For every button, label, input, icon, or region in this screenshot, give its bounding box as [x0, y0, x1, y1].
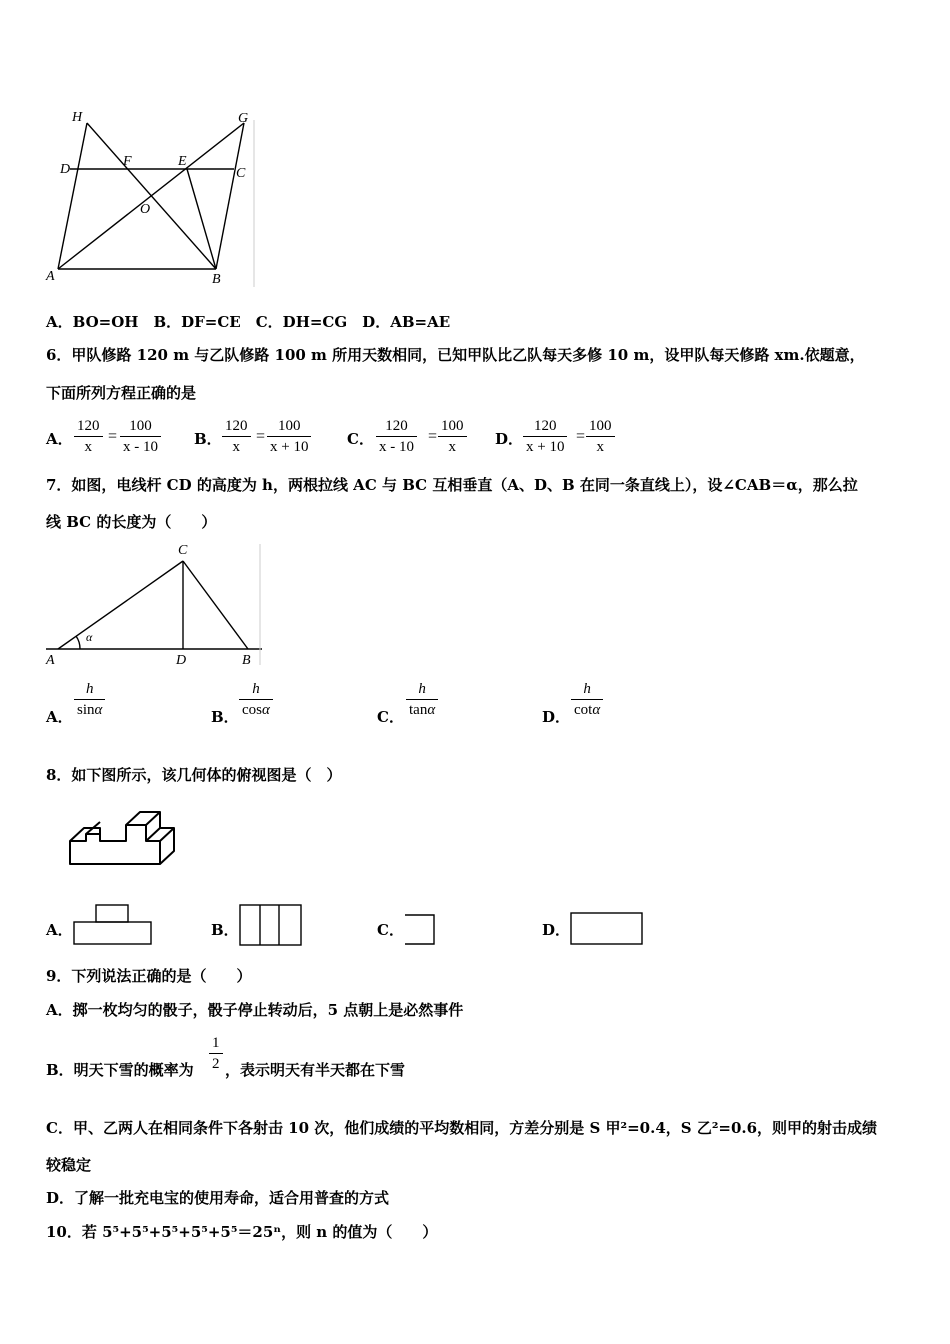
- q6-c-left-fraction: 120 x - 10: [376, 416, 417, 457]
- label-D: D: [60, 162, 71, 177]
- q9-option-c-line1: C．甲、乙两人在相同条件下各射击 10 次，他们成绩的平均数相同，方差分别是 S 甲²=0.4，S 乙²=0.6，则甲的射击成绩: [46, 1119, 878, 1137]
- segment-EB: [187, 169, 216, 269]
- q8-option-b-label: B．: [211, 921, 239, 939]
- q7-d-fraction: h cotα: [571, 679, 603, 720]
- q7-stem-line2: 线 BC 的长度为（ ）: [46, 513, 217, 531]
- q7-option-b-label: B．: [211, 708, 239, 726]
- q9-b-fraction: 1 2: [209, 1033, 223, 1074]
- q6-c-right-fraction: 100 x: [438, 416, 467, 457]
- segment-CB: [183, 561, 248, 649]
- q8-option-d-label: D．: [542, 921, 571, 939]
- q9-option-d: D．了解一批充电宝的使用寿命，适合用普查的方式: [46, 1189, 390, 1207]
- label-C: C: [178, 543, 188, 558]
- q7-option-d-label: D．: [542, 708, 571, 726]
- q8-option-d-shape: [569, 911, 645, 947]
- q6-d-right-fraction: 100 x: [586, 416, 615, 457]
- q8-stem: 8．如下图所示，该几何体的俯视图是（ ）: [46, 766, 342, 784]
- label-G: G: [238, 111, 249, 126]
- q7-a-fraction: h sinα: [74, 679, 105, 720]
- q7-option-a-label: A．: [46, 708, 73, 726]
- segment-AC: [58, 561, 183, 649]
- label-A: A: [46, 653, 55, 668]
- q6-stem-line1: 6．甲队修路 120 m 与乙队修路 100 m 所用天数相同，已知甲队比乙队每天多修 10 m，设甲队每天修路 xm.依题意，: [46, 346, 865, 364]
- label-F: F: [123, 154, 132, 169]
- segment-BG: [216, 123, 244, 269]
- q8-option-a-shape: [72, 903, 154, 947]
- q7-stem-line1: 7．如图，电线杆 CD 的高度为 h，两根拉线 AC 与 BC 互相垂直（A、D、B 在同一条直线上），设∠CAB＝α，那么拉: [46, 476, 858, 494]
- q6-d-left-fraction: 120 x + 10: [523, 416, 567, 457]
- q9-stem: 9．下列说法正确的是（ ）: [46, 967, 252, 985]
- q8-option-c-label: C．: [377, 921, 404, 939]
- q6-option-c-label: C．: [347, 430, 374, 448]
- q9-option-a: A．掷一枚均匀的骰子，骰子停止转动后，5 点朝上是必然事件: [46, 1001, 464, 1019]
- q7-c-fraction: h tanα: [406, 679, 438, 720]
- q9-option-c-line2: 较稳定: [46, 1156, 92, 1174]
- q6-option-b-label: B．: [194, 430, 222, 448]
- label-E: E: [178, 154, 187, 169]
- label-C: C: [236, 166, 246, 181]
- segment-AG: [58, 123, 244, 269]
- q9-option-b-prefix: B．明天下雪的概率为: [46, 1061, 194, 1079]
- label-O: O: [140, 202, 151, 217]
- q7-figure: [40, 540, 265, 670]
- q8-option-a-label: A．: [46, 921, 73, 939]
- q6-a-left-fraction: 120 x: [74, 416, 103, 457]
- q10-stem: 10．若 5⁵+5⁵+5⁵+5⁵+5⁵＝25ⁿ，则 n 的值为（ ）: [46, 1223, 438, 1241]
- q6-option-d-label: D．: [495, 430, 524, 448]
- segment-AH: [58, 123, 87, 269]
- q9-option-b-suffix: ，表示明天有半天都在下雪: [225, 1061, 406, 1079]
- q8-option-b-shape: [238, 903, 304, 947]
- q5-options: A．BO=OH B．DF=CE C．DH=CG D．AB=AE: [46, 313, 451, 331]
- label-B: B: [212, 272, 221, 287]
- q6-b-left-fraction: 120 x: [222, 416, 251, 457]
- q6-a-right-fraction: 100 x - 10: [120, 416, 161, 457]
- angle-alpha-arc: [76, 636, 80, 649]
- q5-figure: [40, 105, 265, 290]
- q8-solid-figure: [62, 808, 182, 870]
- q6-b-right-fraction: 100 x + 10: [267, 416, 311, 457]
- q6-option-a-label: A．: [46, 430, 73, 448]
- q6-stem-line2: 下面所列方程正确的是: [46, 384, 197, 402]
- label-B: B: [242, 653, 251, 668]
- label-alpha: α: [86, 630, 93, 644]
- q8-option-c-shape: [403, 913, 439, 947]
- label-H: H: [72, 110, 83, 125]
- q7-b-fraction: h cosα: [239, 679, 273, 720]
- q7-option-c-label: C．: [377, 708, 404, 726]
- label-A: A: [46, 269, 55, 284]
- label-D: D: [176, 653, 187, 668]
